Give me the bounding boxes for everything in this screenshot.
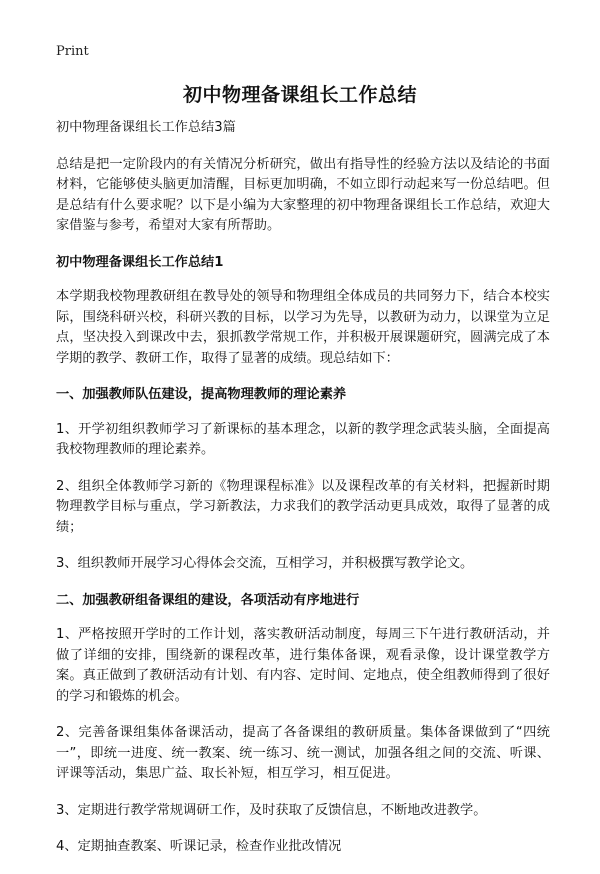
intro-paragraph: 总结是把一定阶段内的有关情况分析研究，做出有指导性的经验方法以及结论的书面材料，它能够使头脑更加清醒，目标更加明确，不如立即行动起来写一份总结吧。但是总结有什么要求呢？以下是小编为大家整理的初中物理备课组长工作总结，欢迎大家借鉴与参考，希望对大家有所帮助。 [56, 156, 550, 233]
page-title: 初中物理备课组长工作总结 [182, 84, 417, 106]
document-subtitle: 初中物理备课组长工作总结3篇 [56, 120, 236, 135]
document-body [56, 118, 550, 874]
section-1-item: 1、开学初组织教师学习了新课标的基本理念，以新的教学理念武装头脑，全面提高我校物理教师的理论素养。 [56, 421, 550, 457]
print-link[interactable]: Print [56, 44, 89, 59]
section-2-heading: 二、加强教研组备课组的建设，各项活动有序地进行 [56, 592, 360, 608]
section-2-item: 1、严格按照开学时的工作计划，落实教研活动制度，每周三下午进行教研活动，并做了详细的安排，围绕新的课程改革，进行集体备课，观看录像，设计课堂教学方案。真正做到了教研活动有计划、有内容、定时间、定地点，使全组教师得到了很好的学习和锻炼的机会。 [56, 627, 550, 704]
part-title: 初中物理备课组长工作总结1 [56, 254, 224, 270]
opening-paragraph: 本学期我校物理教研组在教导处的领导和物理组全体成员的共同努力下，结合本校实际，围绕科研兴校，科研兴教的目标，以学习为先导，以教研为动力，以课堂为立足点，坚决投入到课改中去，狠抓教学常规工作，并积极开展课题研究，圆满完成了本学期的教学、教研工作，取得了显著的成绩。现总结如下： [56, 289, 550, 366]
section-1-item: 3、组织教师开展学习心得体会交流，互相学习，并积极撰写教学论文。 [56, 556, 474, 571]
section-2-item: 2、完善备课组集体备课活动，提高了各备课组的教研质量。集体备课做到了“四统一”，即统一进度、统一教案、统一练习、统一测试，加强各组之间的交流、听课、评课等活动，集思广益、取长补短，相互学习，相互促进。 [56, 725, 550, 781]
section-1-heading: 一、加强教师队伍建设，提高物理教师的理论素养 [56, 387, 347, 402]
section-1-item: 2、组织全体教师学习新的《物理课程标准》以及课程改革的有关材料，把握新时期物理教学目标与重点，学习新教法，力求我们的教学活动更具成效，取得了显著的成绩； [56, 478, 550, 535]
section-2-item: 3、定期进行教学常规调研工作，及时获取了反馈信息，不断地改进教学。 [56, 802, 487, 818]
section-2-item: 4、定期抽查教案、听课记录，检查作业批改情况 [56, 839, 342, 854]
